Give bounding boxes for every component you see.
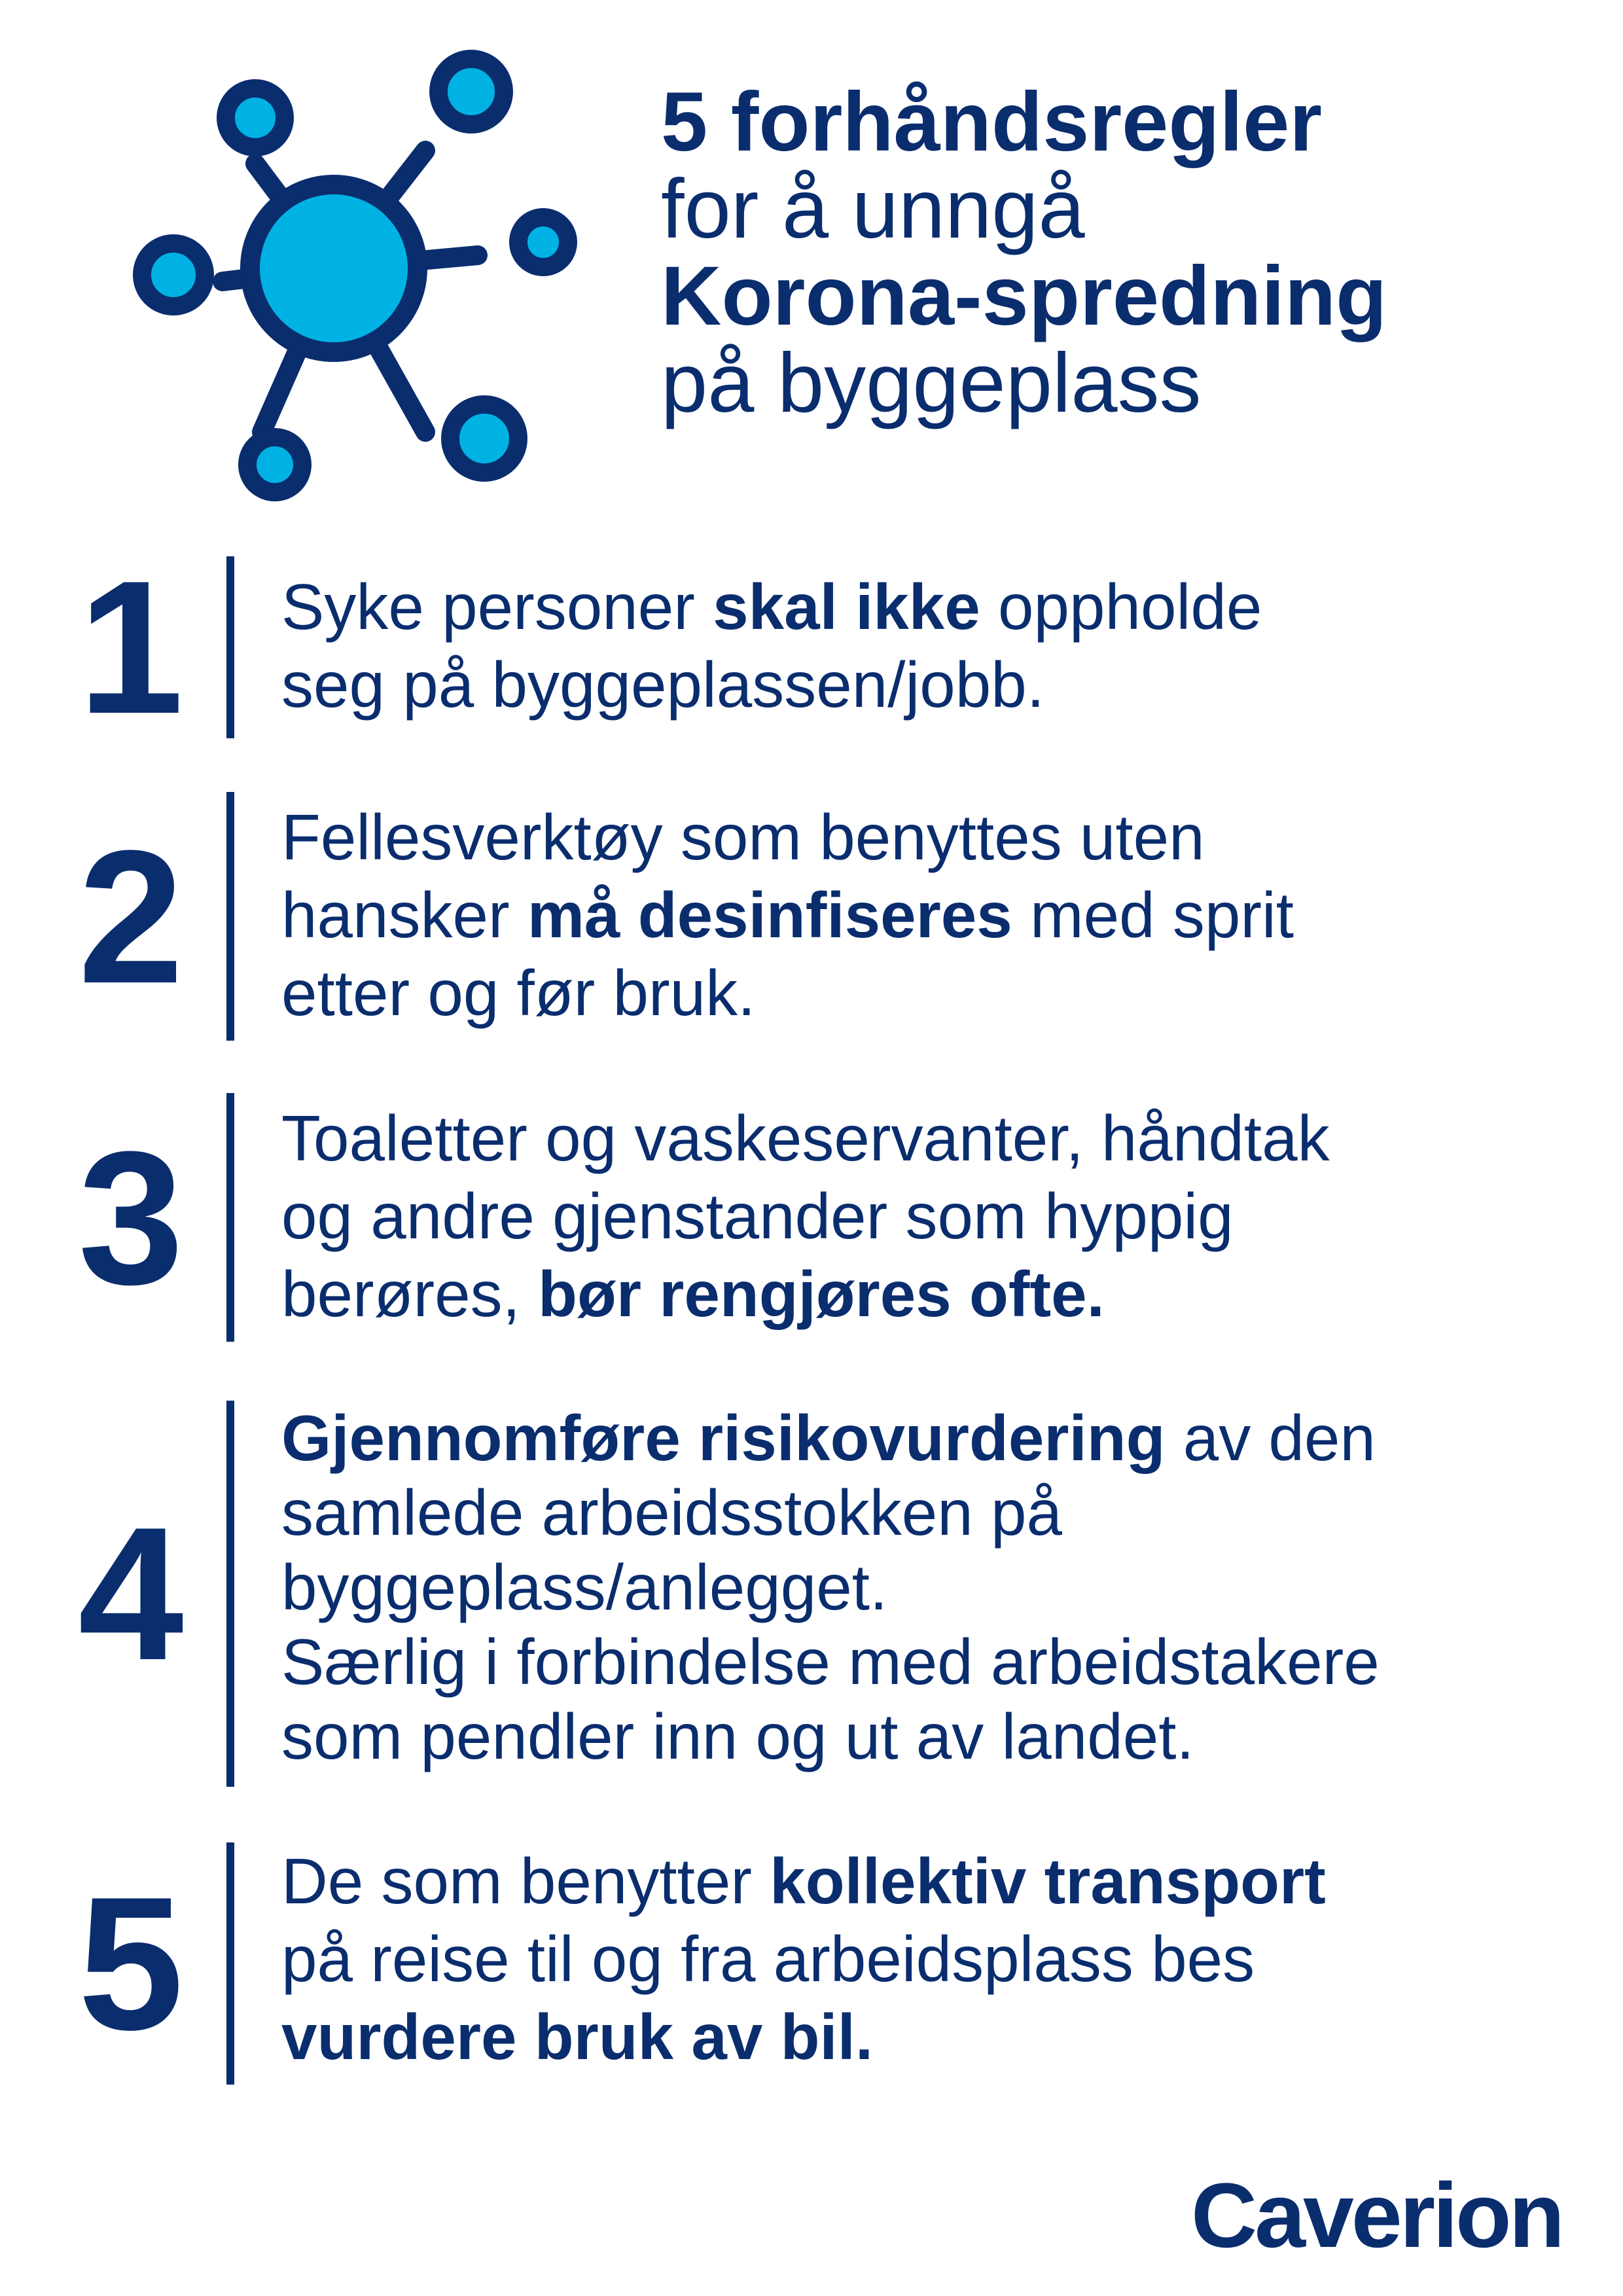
rule-segment: hansker bbox=[281, 879, 527, 951]
rule-line bbox=[281, 1998, 1577, 2076]
rule-segment: byggeplass/anlegget. bbox=[281, 1551, 888, 1623]
rule-line bbox=[281, 568, 1577, 646]
rule-line bbox=[281, 1100, 1577, 1177]
title-line-1: 5 forhåndsregler bbox=[661, 75, 1323, 169]
rule-3 bbox=[0, 1093, 1623, 1342]
rule-text bbox=[281, 568, 1577, 724]
rule-segment: Særlig i forbindelse med arbeidstakere bbox=[281, 1626, 1380, 1698]
rule-line bbox=[281, 1842, 1577, 1920]
rule-divider bbox=[226, 556, 234, 738]
caverion-logo: Caverion bbox=[1191, 2164, 1563, 2267]
rule-segment: Fellesverktøy som benyttes uten bbox=[281, 801, 1205, 873]
rule-divider bbox=[226, 1093, 234, 1342]
rule-line bbox=[281, 798, 1577, 876]
rule-line bbox=[281, 1177, 1577, 1255]
rule-number: 5 bbox=[78, 1857, 184, 2070]
rule-segment: av den bbox=[1165, 1402, 1376, 1474]
title-line-3: Korona-spredning bbox=[661, 249, 1387, 343]
rule-emphasis: Gjennomføre risikovurdering bbox=[281, 1402, 1166, 1474]
rule-2 bbox=[0, 792, 1623, 1041]
rule-text bbox=[281, 1842, 1577, 2076]
rule-segment: oppholde bbox=[980, 571, 1262, 643]
rule-emphasis: må desinfiseres bbox=[527, 879, 1012, 951]
rule-emphasis: bør rengjøres ofte. bbox=[538, 1258, 1105, 1330]
rule-segment: Toaletter og vaskeservanter, håndtak bbox=[281, 1102, 1330, 1174]
rule-line bbox=[281, 1624, 1577, 1699]
title bbox=[661, 75, 1577, 430]
rule-number: 4 bbox=[78, 1488, 184, 1700]
rule-text bbox=[281, 1401, 1577, 1774]
virus-network-icon bbox=[118, 39, 615, 511]
rule-text bbox=[281, 1100, 1577, 1333]
rule-5 bbox=[0, 1842, 1623, 2085]
rule-number: 2 bbox=[78, 811, 184, 1023]
rule-segment: Syke personer bbox=[281, 571, 713, 643]
rule-1 bbox=[0, 541, 1623, 753]
rule-line bbox=[281, 1255, 1577, 1333]
rule-line bbox=[281, 1401, 1577, 1475]
rule-emphasis: vurdere bruk av bil. bbox=[281, 2001, 874, 2073]
rule-segment: på reise til og fra arbeidsplass bes bbox=[281, 1923, 1255, 1995]
rule-emphasis: skal ikke bbox=[713, 571, 980, 643]
rule-segment: med sprit bbox=[1012, 879, 1294, 951]
rule-emphasis: kollektiv transport bbox=[770, 1845, 1326, 1917]
rule-line bbox=[281, 1920, 1577, 1998]
rule-divider bbox=[226, 792, 234, 1041]
title-line-4: på byggeplass bbox=[661, 336, 1202, 430]
rule-segment: som pendler inn og ut av landet. bbox=[281, 1700, 1194, 1772]
rule-4 bbox=[0, 1401, 1623, 1787]
rule-segment: og andre gjenstander som hyppig bbox=[281, 1180, 1234, 1252]
rule-segment: seg på byggeplassen/jobb. bbox=[281, 649, 1044, 721]
rule-segment: etter og før bruk. bbox=[281, 957, 756, 1029]
rule-line bbox=[281, 1475, 1577, 1550]
rule-divider bbox=[226, 1842, 234, 2085]
rule-line bbox=[281, 954, 1577, 1032]
rule-line bbox=[281, 646, 1577, 724]
rule-segment: samlede arbeidsstokken på bbox=[281, 1477, 1063, 1549]
rule-segment: berøres, bbox=[281, 1258, 539, 1330]
rule-line bbox=[281, 1699, 1577, 1774]
rule-line bbox=[281, 1550, 1577, 1624]
rule-line bbox=[281, 876, 1577, 954]
rule-segment: De som benytter bbox=[281, 1845, 770, 1917]
rule-number: 3 bbox=[78, 1112, 184, 1324]
title-line-2: for å unngå bbox=[661, 162, 1085, 256]
rule-number: 1 bbox=[78, 541, 184, 753]
rule-text bbox=[281, 798, 1577, 1032]
rule-divider bbox=[226, 1401, 234, 1787]
